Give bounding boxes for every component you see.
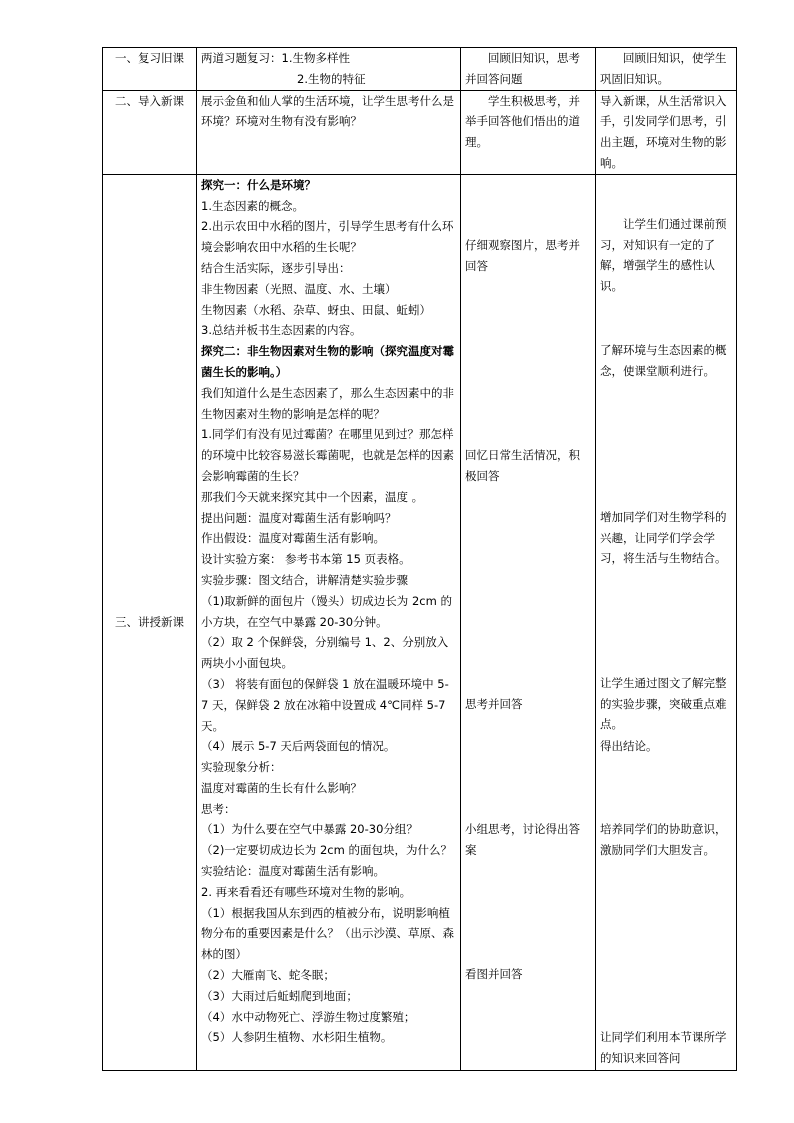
content-line: 结合生活实际，逐步引导出： bbox=[201, 260, 351, 275]
content-line: 实验步骤：图文结合，讲解清楚实验步骤 bbox=[201, 572, 408, 587]
content-line: （3）大雨过后蚯蚓爬到地面； bbox=[201, 988, 358, 1003]
content-line: （1）根据我国从东到西的植被分布，说明影响植物分布的重要因素是什么？（出示沙漠、草原、森林的图） bbox=[201, 905, 454, 962]
content-line: 展示金鱼和仙人掌的生活环境，让学生思考什么是环境？环境对生物有没有影响？ bbox=[201, 93, 454, 129]
content-line: （2）取 2 个保鲜袋，分别编号 1、2、分别放入两块小小面包块。 bbox=[201, 635, 449, 671]
content-line: 非生物因素（光照、温度、水、土壤） bbox=[201, 281, 397, 296]
student-cell-review bbox=[461, 48, 596, 91]
content-line: 实验现象分析： bbox=[201, 760, 282, 775]
design-intent: 让学生通过图文了解完整的实验步骤，突破重点难点。 bbox=[600, 675, 727, 732]
table-row-teach bbox=[103, 174, 737, 1070]
content-line: 设计实验方案： 参考书本第 15 页表格。 bbox=[201, 552, 411, 567]
content-line: 我们知道什么是生态因素了，那么生态因素中的非生物因素对生物的影响是怎样的呢？ bbox=[201, 385, 454, 421]
section-cell-review bbox=[103, 48, 197, 91]
table-row-intro bbox=[103, 90, 737, 174]
content-line: 提出问题：温度对霉菌生活有影响吗？ bbox=[201, 510, 397, 525]
intent-cell-review bbox=[596, 48, 737, 91]
design-intent: 让同学们利用本节课所学的知识来回答问 bbox=[600, 1029, 727, 1065]
content-cell-review bbox=[197, 48, 461, 91]
lesson-plan-table bbox=[102, 47, 737, 1071]
content-line: （2）大雁南飞、蛇冬眠； bbox=[201, 968, 335, 983]
content-line: 那我们今天就来探究其中一个因素，温度 。 bbox=[201, 489, 424, 504]
design-intent: 增加同学们对生物学科的兴趣，让同学们学会学习，将生活与生物结合。 bbox=[600, 509, 727, 566]
content-line: （5）人参阴生植物、水杉阳生植物。 bbox=[201, 1030, 393, 1045]
content-line: 探究二：非生物因素对生物的影响（探究温度对霉菌生长的影响。） bbox=[201, 344, 454, 379]
content-line: 2.生物的特征 bbox=[297, 71, 366, 86]
content-line: （3） 将装有面包的保鲜袋 1 放在温暖环境中 5-7 天，保鲜袋 2 放在冰箱中设置成 4℃同样 5-7 天。 bbox=[201, 676, 449, 733]
content-line: （4）水中动物死亡、浮游生物过度繁殖； bbox=[201, 1009, 416, 1024]
intent-cell-teach bbox=[596, 174, 737, 1070]
student-activity: 看图并回答 bbox=[465, 966, 523, 981]
intent-cell-intro bbox=[596, 90, 737, 174]
student-cell-intro bbox=[461, 90, 596, 174]
design-intent: 得出结论。 bbox=[600, 738, 658, 753]
section-cell-intro bbox=[103, 90, 197, 174]
content-line: 两道习题复习：1.生物多样性 bbox=[201, 51, 350, 65]
content-line: 作出假设：温度对霉菌生活有影响。 bbox=[201, 531, 385, 546]
design-intent: 培养同学们的协助意识，激励同学们大胆发言。 bbox=[600, 821, 727, 857]
student-activity: 仔细观察图片，思考并回答 bbox=[465, 237, 580, 273]
student-activity: 小组思考，讨论得出答案 bbox=[465, 821, 580, 857]
content-line: 2. 再来看看还有哪些环境对生物的影响。 bbox=[201, 884, 412, 899]
content-line: 1.生态因素的概念。 bbox=[201, 198, 304, 213]
student-activity: 学生积极思考，并举手回答他们悟出的道理。 bbox=[465, 93, 580, 150]
section-label: 三、讲授新课 bbox=[115, 614, 184, 629]
content-line: （1）为什么要在空气中暴露 20-30分组？ bbox=[201, 822, 418, 837]
design-intent: 导入新课，从生活常识入手，引发同学们思考，引出主题，环境对生物的影响。 bbox=[600, 93, 727, 170]
design-intent: 回顾旧知识，使学生巩固旧知识。 bbox=[600, 51, 727, 86]
student-activity: 回顾旧知识，思考并回答问题 bbox=[465, 51, 580, 86]
content-cell-teach bbox=[197, 174, 461, 1070]
content-line: （4）展示 5-7 天后两袋面包的情况。 bbox=[201, 739, 396, 754]
content-line: 生物因素（水稻、杂草、蚜虫、田鼠、蚯蚓） bbox=[201, 302, 431, 317]
student-cell-teach bbox=[461, 174, 596, 1070]
content-line: 实验结论：温度对霉菌生活有影响。 bbox=[201, 864, 385, 879]
content-line: （2)一定要切成边长为 2cm 的面包块，为什么？ bbox=[201, 843, 452, 858]
content-line: 探究一：什么是环境？ bbox=[201, 177, 316, 192]
content-line: 思考： bbox=[201, 801, 236, 816]
section-label: 二、导入新课 bbox=[115, 93, 184, 108]
student-activity: 回忆日常生活情况，积极回答 bbox=[465, 447, 580, 483]
section-label: 一、复习旧课 bbox=[115, 51, 184, 65]
section-cell-teach bbox=[103, 174, 197, 1070]
design-intent: 让学生们通过课前预习，对知识有一定的了解，增强学生的感性认识。 bbox=[600, 216, 727, 294]
content-line: 1.同学们有没有见过霉菌？在哪里见到过？那怎样的环境中比较容易滋长霉菌呢，也就是怎样的因素会影响霉菌的生长？ bbox=[201, 427, 454, 483]
design-intent: 了解环境与生态因素的概念，使课堂顺利进行。 bbox=[600, 342, 727, 378]
table-row-review bbox=[103, 48, 737, 91]
content-line: 3.总结并板书生态因素的内容。 bbox=[201, 323, 362, 338]
content-line: （1)取新鲜的面包片（馒头）切成边长为 2cm 的小方块，在空气中暴露 20-30分钟。 bbox=[201, 593, 452, 629]
content-cell-intro bbox=[197, 90, 461, 174]
content-line: 2.出示农田中水稻的图片，引导学生思考有什么环境会影响农田中水稻的生长呢？ bbox=[201, 219, 454, 255]
student-activity: 思考并回答 bbox=[465, 696, 523, 711]
content-line: 温度对霉菌的生长有什么影响？ bbox=[201, 780, 362, 795]
